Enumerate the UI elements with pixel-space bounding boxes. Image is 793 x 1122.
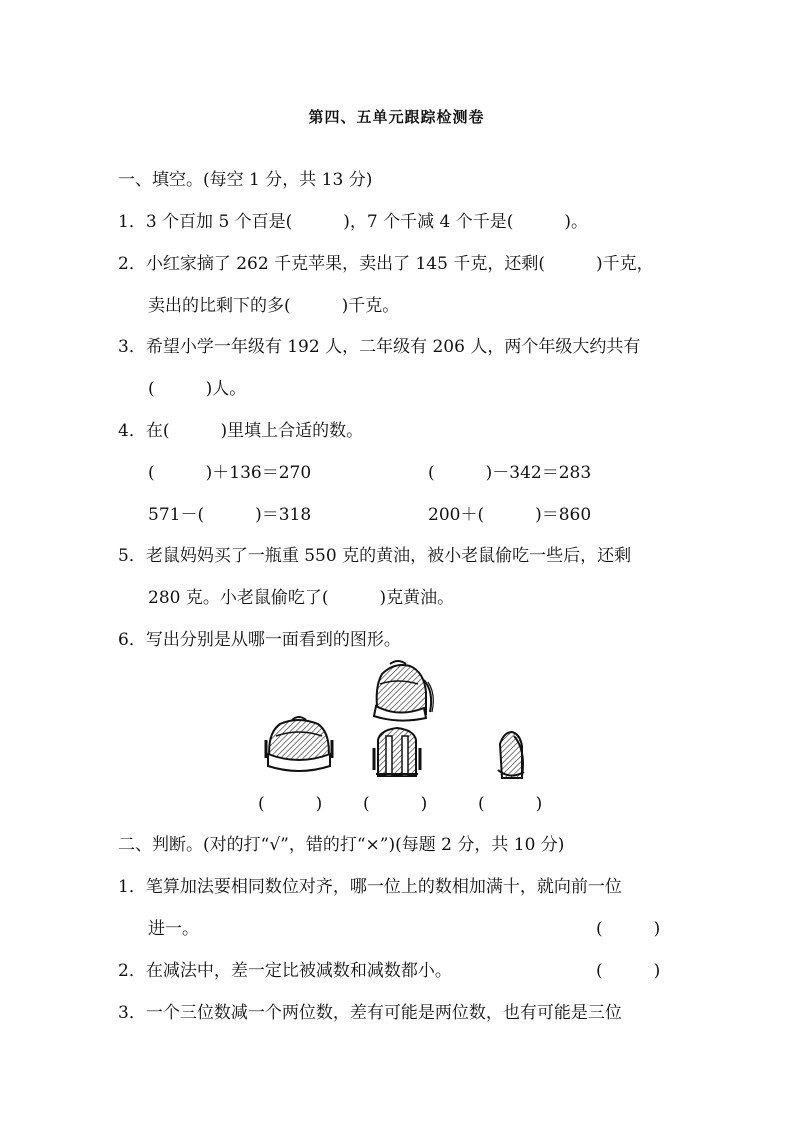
judge-question-2: 2．在减法中，差一定比被减数和减数都小。 bbox=[118, 961, 452, 981]
equation-2: ( )－342＝283 bbox=[428, 463, 592, 483]
question-5-line1: 5．老鼠妈妈买了一瓶重 550 克的黄油，被小老鼠偷吃一些后，还剩 bbox=[118, 546, 632, 566]
question-1: 1．3 个百加 5 个百是( )，7 个千减 4 个千是( )。 bbox=[118, 212, 589, 232]
page-title: 第四、五单元跟踪检测卷 bbox=[308, 108, 485, 126]
view-answer-blank-2: ( ) bbox=[363, 794, 428, 814]
judge-answer-blank-1: ( ) bbox=[596, 919, 661, 939]
judge-answer-blank-2: ( ) bbox=[596, 961, 661, 981]
view-answer-blank-1: ( ) bbox=[258, 794, 323, 814]
backpack-side-view-icon bbox=[494, 726, 528, 782]
question-2-line2: 卖出的比剩下的多( )千克。 bbox=[148, 296, 400, 316]
backpack-front-view-icon bbox=[262, 714, 336, 774]
judge-question-1-line2: 进一。 bbox=[148, 919, 199, 939]
backpack-icon bbox=[368, 658, 436, 722]
equation-4: 200＋( )＝860 bbox=[428, 505, 592, 525]
equation-3: 571－( )＝318 bbox=[148, 505, 312, 525]
section2-heading: 二、判断。(对的打“√”，错的打“×”)(每题 2 分，共 10 分) bbox=[118, 835, 565, 855]
backpack-back-view-icon bbox=[370, 724, 424, 780]
judge-question-1-line1: 1．笔算加法要相同数位对齐，哪一位上的数相加满十，就向前一位 bbox=[118, 877, 622, 897]
section1-heading: 一、填空。(每空 1 分，共 13 分) bbox=[118, 170, 373, 190]
question-5-line2: 280 克。小老鼠偷吃了( )克黄油。 bbox=[148, 588, 455, 608]
view-answer-blank-3: ( ) bbox=[478, 794, 543, 814]
question-6: 6．写出分别是从哪一面看到的图形。 bbox=[118, 630, 401, 650]
question-3-line1: 3．希望小学一年级有 192 人，二年级有 206 人，两个年级大约共有 bbox=[118, 337, 641, 357]
equation-1: ( )＋136＝270 bbox=[148, 463, 312, 483]
judge-question-3: 3．一个三位数减一个两位数，差有可能是两位数，也有可能是三位 bbox=[118, 1003, 622, 1023]
question-2-line1: 2．小红家摘了 262 千克苹果，卖出了 145 千克，还剩( )千克， bbox=[118, 254, 654, 274]
question-3-line2: ( )人。 bbox=[148, 379, 247, 399]
question-4: 4．在( )里填上合适的数。 bbox=[118, 421, 364, 441]
